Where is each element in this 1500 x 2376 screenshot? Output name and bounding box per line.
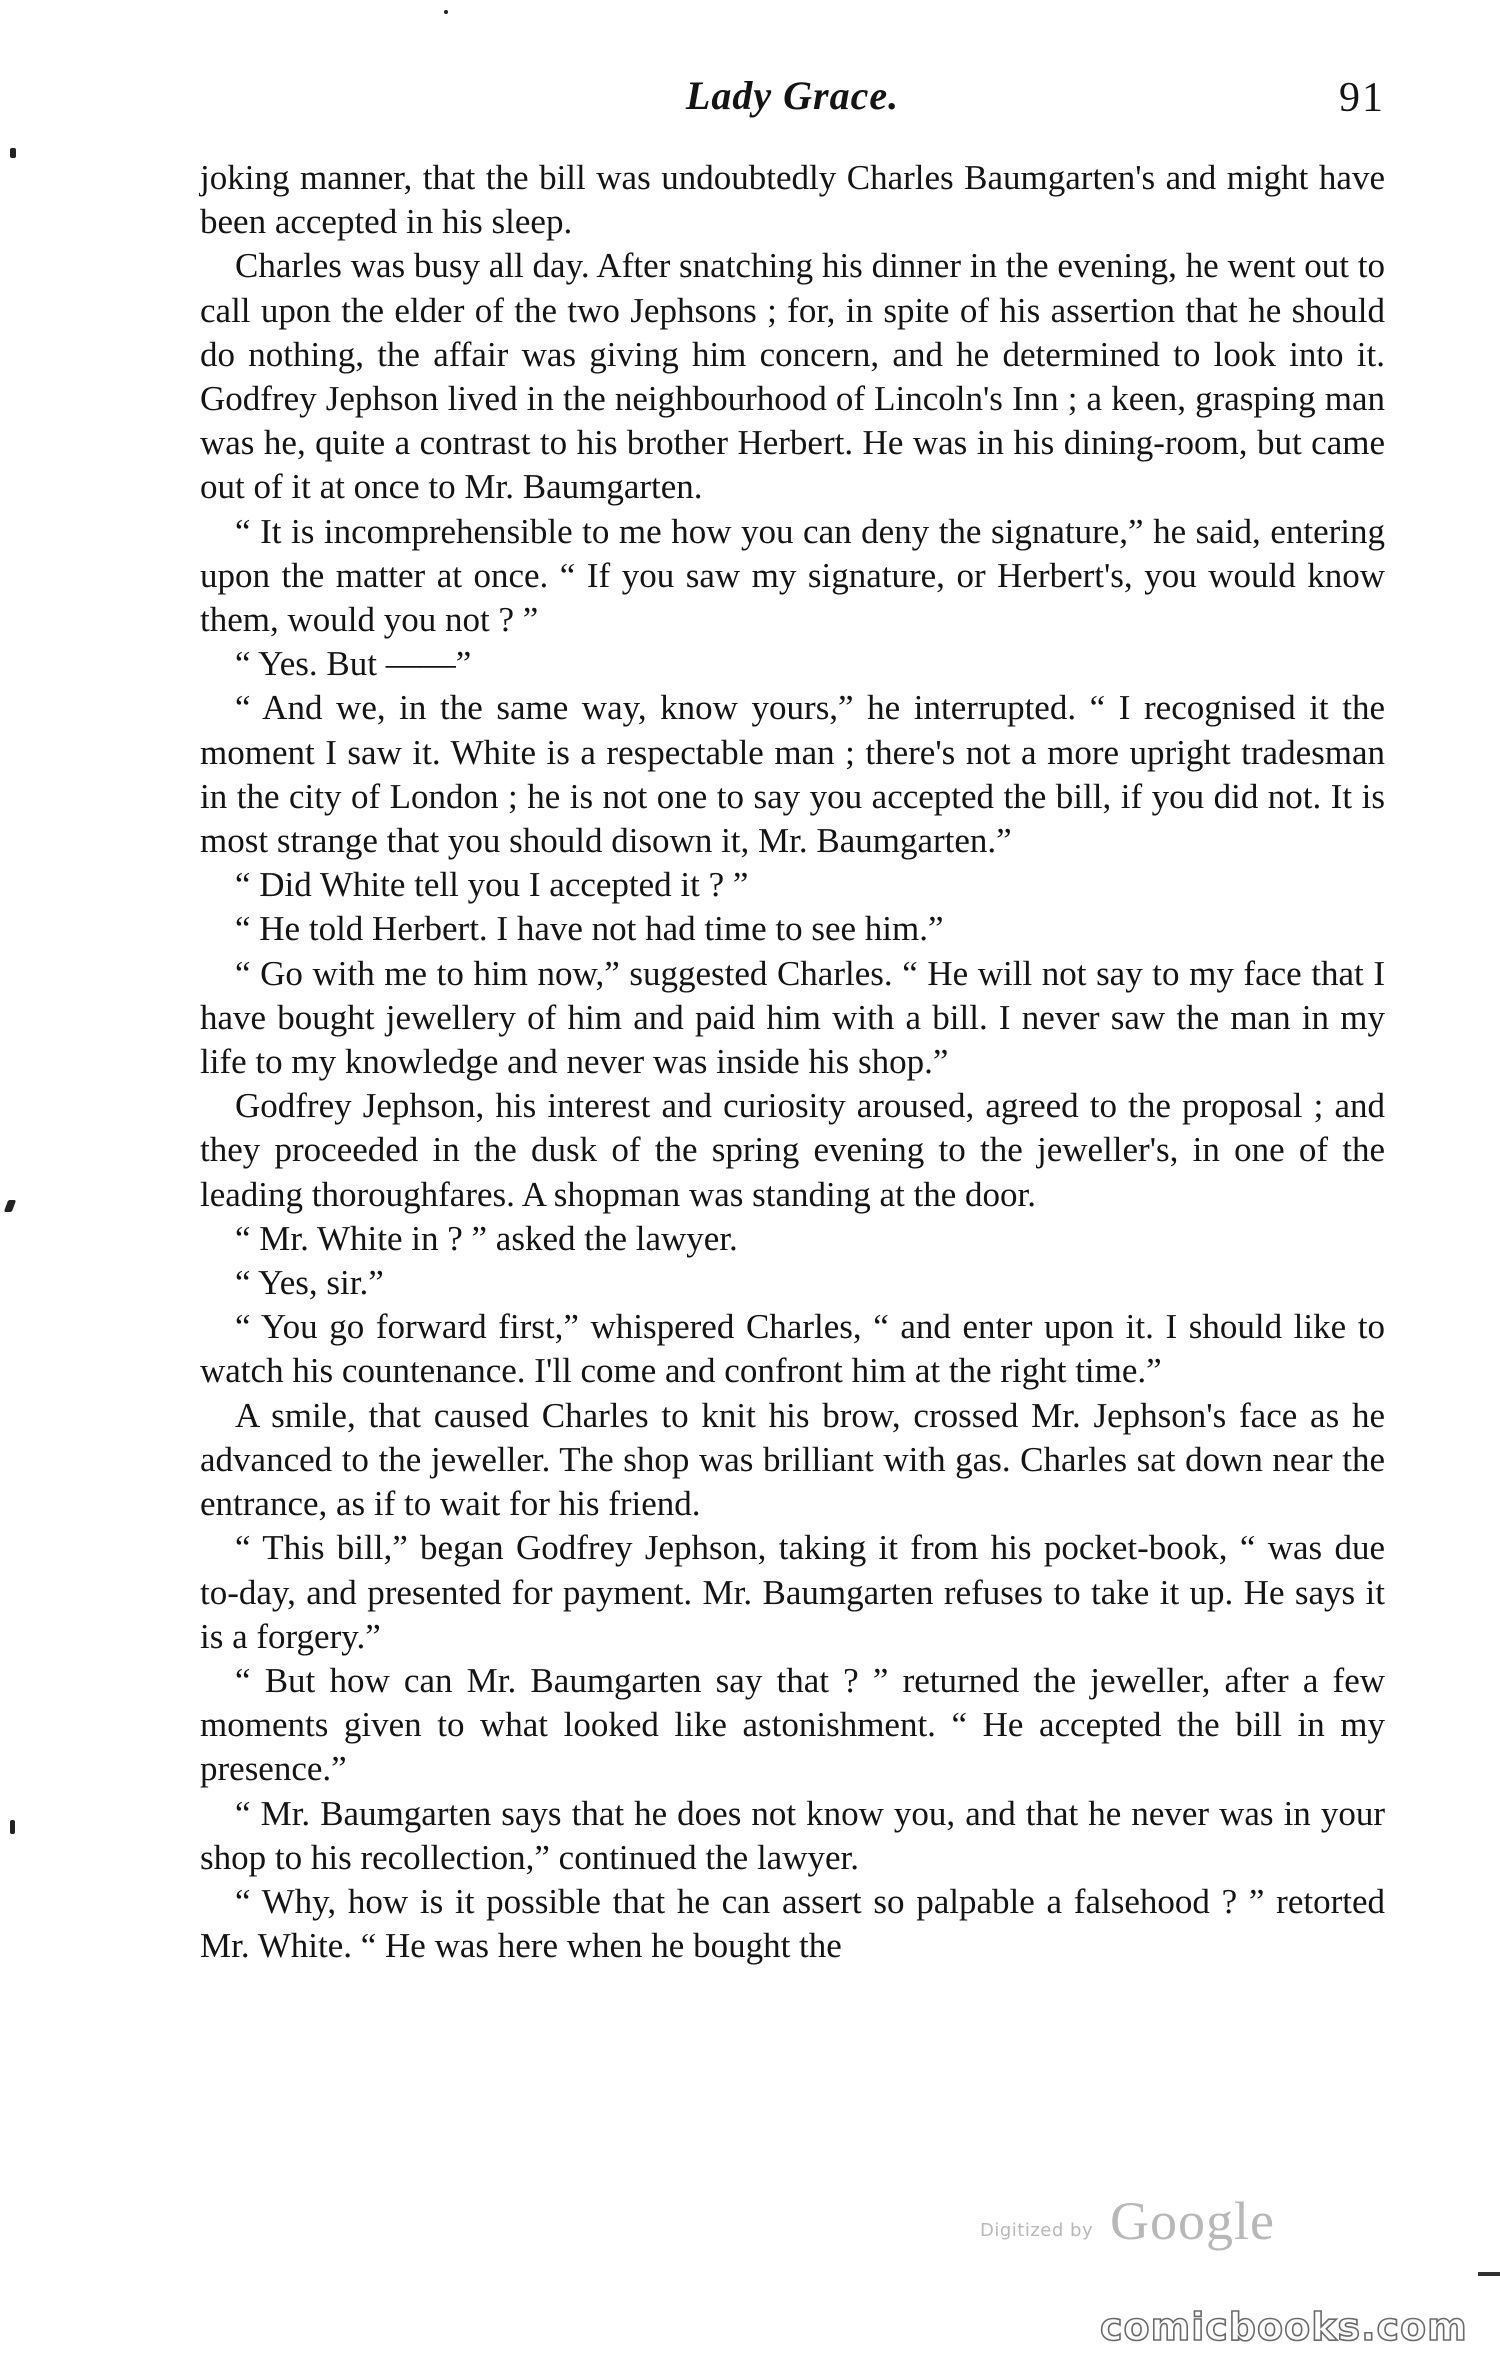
- page-number: 91: [1339, 75, 1385, 121]
- scan-artifact: [1478, 2272, 1500, 2276]
- paragraph: A smile, that caused Charles to knit his brow, crossed Mr. Jephson's face as he advanced to the jeweller. The shop was brilliant with gas. Charles sat down near the entrance, as if to wait for his friend.: [200, 1395, 1385, 1524]
- body-text: [200, 156, 1385, 1968]
- scan-artifact: [4, 1200, 16, 1212]
- paragraph: “ It is incomprehensible to me how you can deny the signature,” he said, entering upon the matter at once. “ If you saw my signature, or Herbert's, you would know them, would you not ? ”: [200, 511, 1385, 640]
- paragraph: Godfrey Jephson, his interest and curiosity aroused, agreed to the proposal ; and they proceeded in the dusk of the spring evening to the jeweller's, in one of the leading thoroughfares. A shopman was standing at the door.: [200, 1086, 1385, 1214]
- paragraph: “ And we, in the same way, know yours,” he interrupted. “ I recognised it the moment I saw it. White is a respectable man ; there's not a more upright tradesman in the city of London ; he is not one to say you accepted the bill, if you did not. It is most strange that you should disown it, Mr. Baumgarten.”: [200, 688, 1385, 861]
- paragraph: Charles was busy all day. After snatching his dinner in the evening, he went out to call upon the elder of the two Jephsons ; for, in spite of his assertion that he should do nothing, the affair was giving him concern, and he determined to look into it. Godfrey Jephson lived in the neighbourhood of Lincoln's Inn ; a keen, grasping man was he, quite a contrast to his brother Herbert. He was in his dining-room, but came out of it at once to Mr. Baumgarten.: [200, 246, 1385, 507]
- site-stamp: comicbooks.com: [1100, 2305, 1468, 2349]
- paragraph: “ Did White tell you I accepted it ? ”: [235, 865, 749, 905]
- digitized-watermark: [980, 2190, 1310, 2260]
- paragraph: “ You go forward first,” whispered Charles, “ and enter upon it. I should like to watch his countenance. I'll come and confront him at the right time.”: [200, 1307, 1385, 1391]
- digitized-by-text: Digitized by: [980, 2220, 1094, 2241]
- running-title: Lady Grace.: [685, 73, 900, 118]
- google-logo-text: Google: [1110, 2191, 1275, 2251]
- scan-artifact: [10, 148, 16, 158]
- paragraph: “ Mr. Baumgarten says that he does not know you, and that he never was in your shop to his recollection,” continued the lawyer.: [200, 1793, 1385, 1877]
- paragraph: “ Yes. But ——”: [235, 644, 472, 684]
- paragraph: “ Mr. White in ? ” asked the lawyer.: [235, 1218, 738, 1258]
- scan-artifact: [10, 1820, 15, 1834]
- paragraph: joking manner, that the bill was undoubtedly Charles Baumgarten's and might have been accepted in his sleep.: [200, 158, 1385, 242]
- scan-artifact: [444, 10, 448, 14]
- paragraph: “ Go with me to him now,” suggested Charles. “ He will not say to my face that I have bought jewellery of him and paid him with a bill. I never saw the man in my life to my knowledge and never was inside his shop.”: [200, 953, 1385, 1082]
- running-head: [200, 72, 1385, 132]
- paragraph: “ Yes, sir.”: [235, 1263, 384, 1303]
- paragraph: “ But how can Mr. Baumgarten say that ? ” returned the jeweller, after a few moments given to what looked like astonishment. “ He accepted the bill in my presence.”: [200, 1660, 1385, 1789]
- paragraph: “ This bill,” began Godfrey Jephson, taking it from his pocket-book, “ was due to-day, and presented for payment. Mr. Baumgarten refuses to take it up. He says it is a forgery.”: [200, 1528, 1385, 1656]
- paragraph: “ Why, how is it possible that he can assert so palpable a falsehood ? ” retorted Mr. White. “ He was here when he bought the: [200, 1881, 1385, 1966]
- paragraph: “ He told Herbert. I have not had time to see him.”: [235, 909, 944, 949]
